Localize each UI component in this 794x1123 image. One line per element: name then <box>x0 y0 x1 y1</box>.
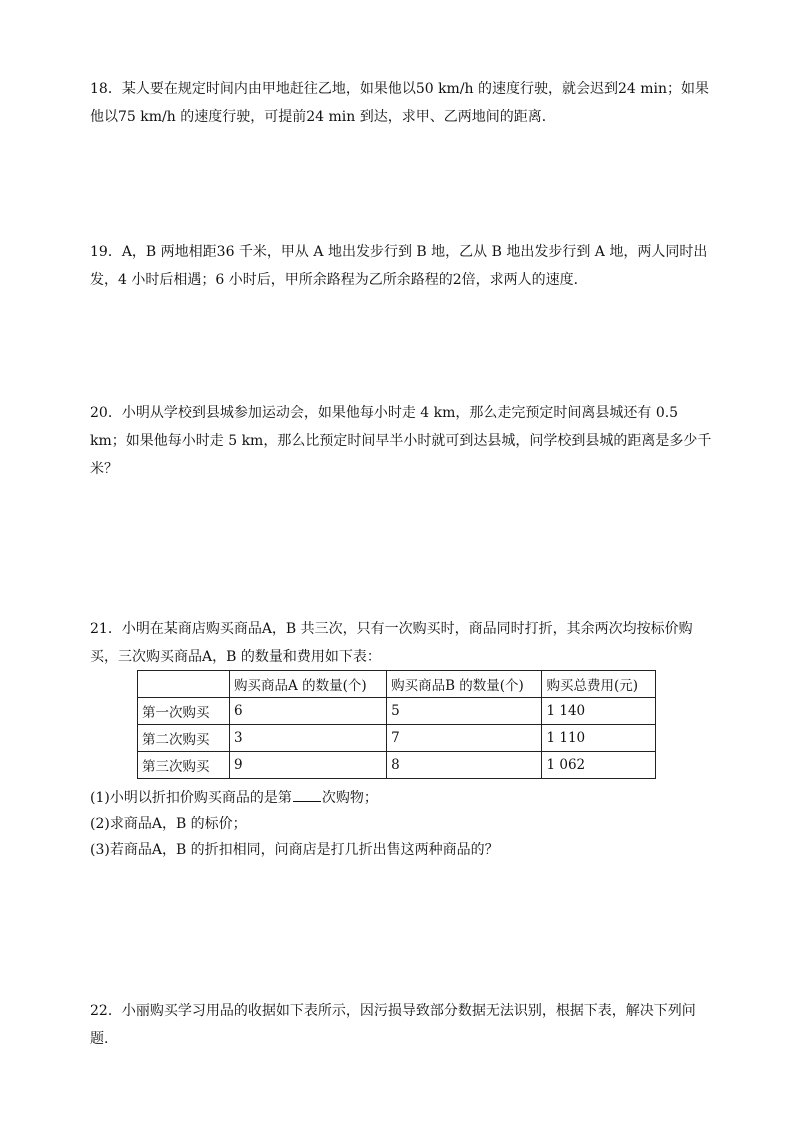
table-cell: 1 140 <box>542 698 656 725</box>
problem-21: 21．小明在某商店购买商品A，B 共三次，只有一次购买时，商品同时打折，其余两次均按标价购买，三次购买商品A，B 的数量和费用如下表： <box>90 621 693 665</box>
table-cell: 3 <box>230 725 387 752</box>
table-row <box>138 752 656 779</box>
subquestion-1-text: (1)小明以折扣价购买商品的是第 <box>90 790 292 806</box>
table-row <box>138 725 656 752</box>
problem-18: 18．某人要在规定时间内由甲地赶往乙地，如果他以50 km/h 的速度行驶，就会迟到24 min；如果他以75 km/h 的速度行驶，可提前24 min 到达，求甲、乙两地间的距离． <box>90 81 710 125</box>
table-cell: 第一次购买 <box>138 698 230 725</box>
table-cell: 1 110 <box>542 725 656 752</box>
table-header-cell: 购买总费用(元) <box>542 671 656 698</box>
table-header-cell <box>138 671 230 698</box>
table-cell: 第三次购买 <box>138 752 230 779</box>
table-header-row <box>138 671 656 698</box>
table-cell: 6 <box>230 698 387 725</box>
table-row <box>138 698 656 725</box>
purchase-table <box>137 670 656 779</box>
table-cell: 1 062 <box>542 752 656 779</box>
table-cell: 5 <box>387 698 542 725</box>
subquestion-1 <box>90 786 378 810</box>
table-cell: 9 <box>230 752 387 779</box>
problem-20: 20．小明从学校到县城参加运动会，如果他每小时走 4 km，那么走完预定时间离县城还有 0.5 km；如果他每小时走 5 km，那么比预定时间早半小时就可到达县城，问学校到县城的距离是多少千米？ <box>90 405 712 477</box>
subquestion-1-suffix: 次购物； <box>321 790 378 806</box>
subquestion-2: (2)求商品A，B 的标价； <box>90 816 247 832</box>
table-cell: 8 <box>387 752 542 779</box>
subquestion-3: (3)若商品A，B 的折扣相同，问商店是打几折出售这两种商品的？ <box>90 842 499 858</box>
table-cell: 7 <box>387 725 542 752</box>
table-header-cell: 购买商品A 的数量(个) <box>230 671 387 698</box>
problem-19: 19．A，B 两地相距36 千米，甲从 A 地出发步行到 B 地，乙从 B 地出发步行到 A 地，两人同时出发，4 小时后相遇；6 小时后，甲所余路程为乙所余路程的2倍，求两人的速度． <box>90 244 708 288</box>
table-cell: 第二次购买 <box>138 725 230 752</box>
answer-blank <box>293 787 321 802</box>
problem-22: 22．小丽购买学习用品的收据如下表所示，因污损导致部分数据无法识别，根据下表，解决下列问题. <box>90 1003 696 1047</box>
table-header-cell: 购买商品B 的数量(个) <box>387 671 542 698</box>
